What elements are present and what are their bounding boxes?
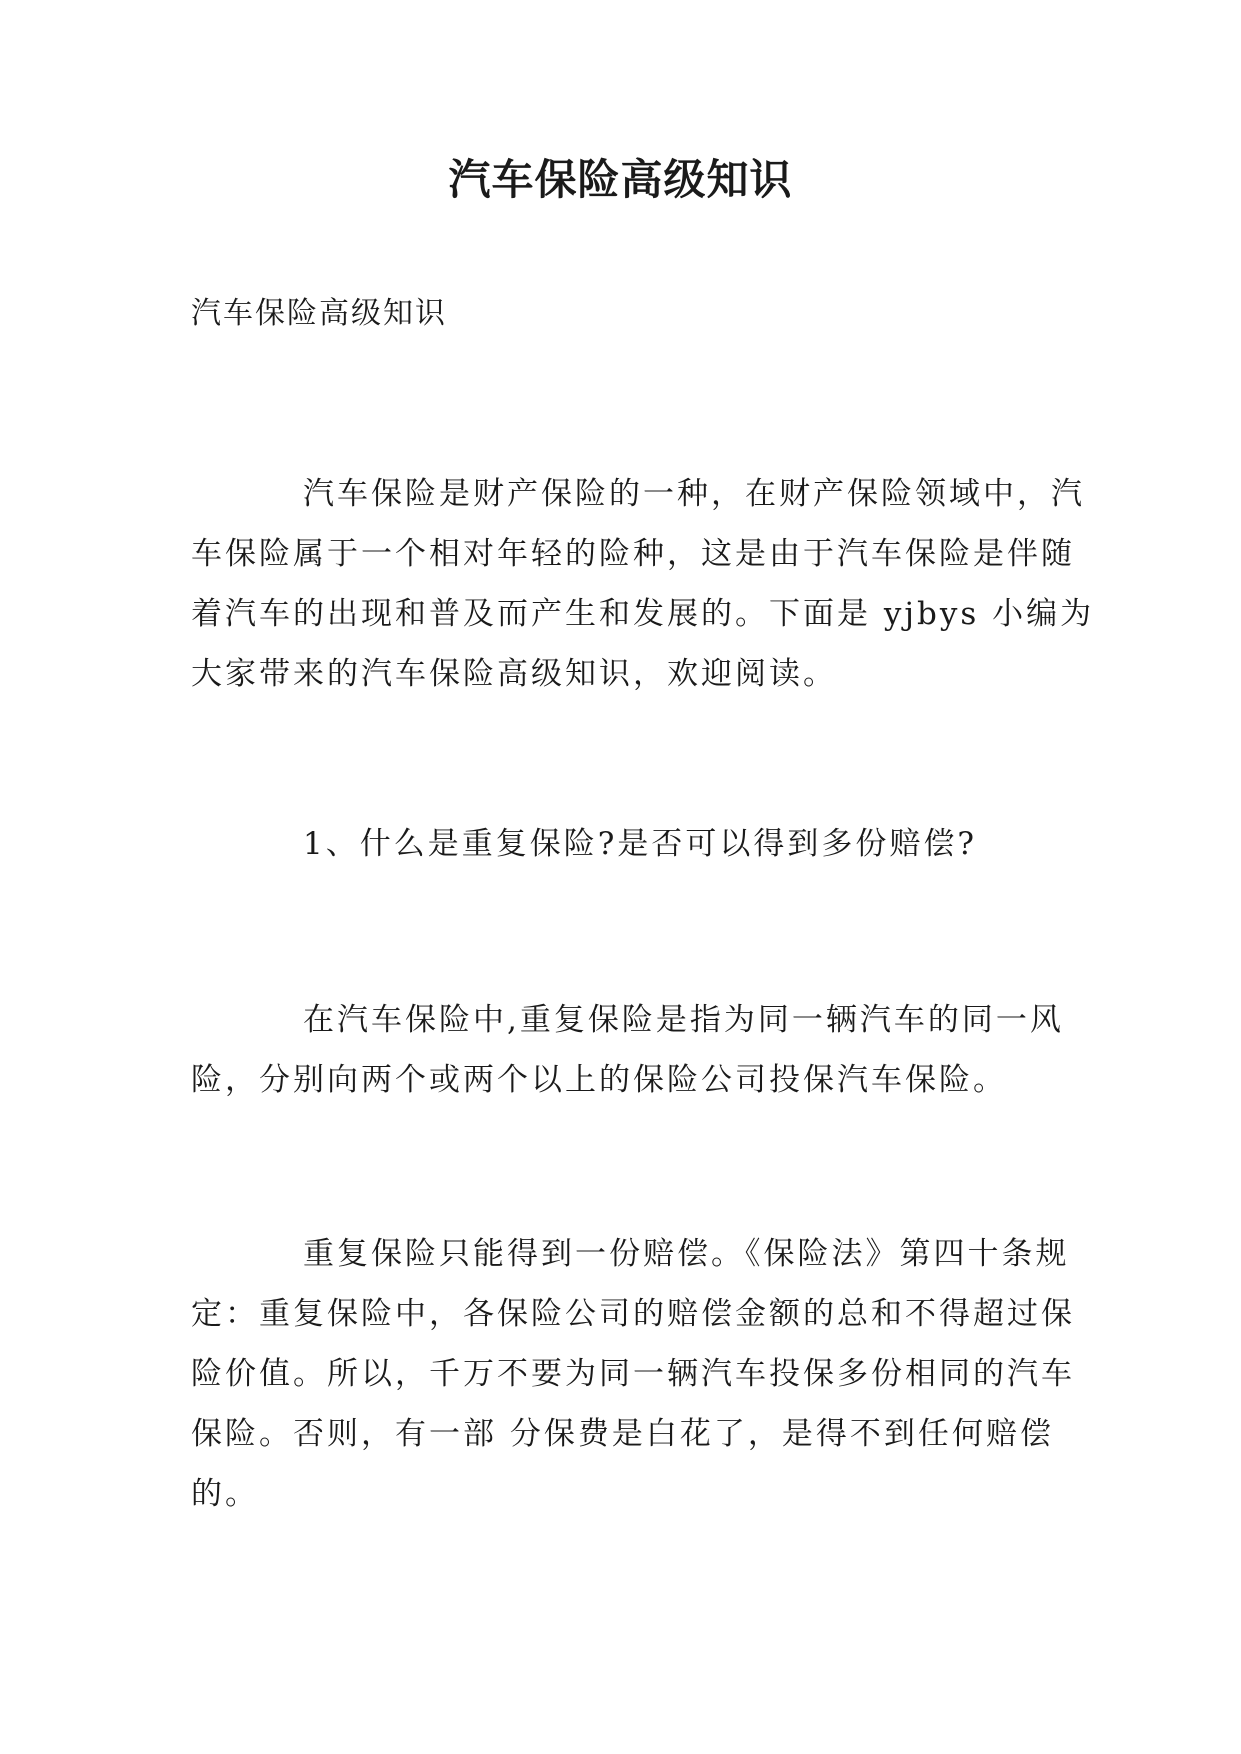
paragraph-line: 险价值。所以，千万不要为同一辆汽车投保多份相同的汽车 xyxy=(191,1356,1075,1392)
paragraph-line: 重复保险只能得到一份赔偿。《保险法》第四十条规 xyxy=(303,1236,1070,1272)
paragraph-line: 的。 xyxy=(191,1476,259,1512)
paragraph-definition xyxy=(191,990,1064,1110)
paragraph-line: 着汽车的出现和普及而产生和发展的。下面是 yjbys 小编为 xyxy=(191,596,1095,632)
paragraph-line: 大家带来的汽车保险高级知识，欢迎阅读。 xyxy=(191,656,837,692)
paragraph-line: 定：重复保险中，各保险公司的赔偿金额的总和不得超过保 xyxy=(191,1296,1075,1332)
document-subtitle: 汽车保险高级知识 xyxy=(191,296,447,331)
paragraph-intro xyxy=(191,464,1095,704)
paragraph-question-heading xyxy=(191,814,1053,874)
paragraph-line: 险，分别向两个或两个以上的保险公司投保汽车保险。 xyxy=(191,1062,1007,1098)
paragraph-compensation-rule xyxy=(191,1224,1075,1524)
document-title: 汽车保险高级知识 xyxy=(448,155,793,204)
paragraph-line: 在汽车保险中,重复保险是指为同一辆汽车的同一风 xyxy=(303,1002,1064,1038)
paragraph-line: 1、什么是重复保险?是否可以得到多份赔偿? xyxy=(303,826,977,862)
paragraph-line: 汽车保险是财产保险的一种，在财产保险领域中，汽 xyxy=(303,476,1085,512)
paragraph-line: 保险。否则，有一部 分保费是白花了，是得不到任何赔偿 xyxy=(191,1416,1054,1452)
paragraph-line: 车保险属于一个相对年轻的险种，这是由于汽车保险是伴随 xyxy=(191,536,1075,572)
